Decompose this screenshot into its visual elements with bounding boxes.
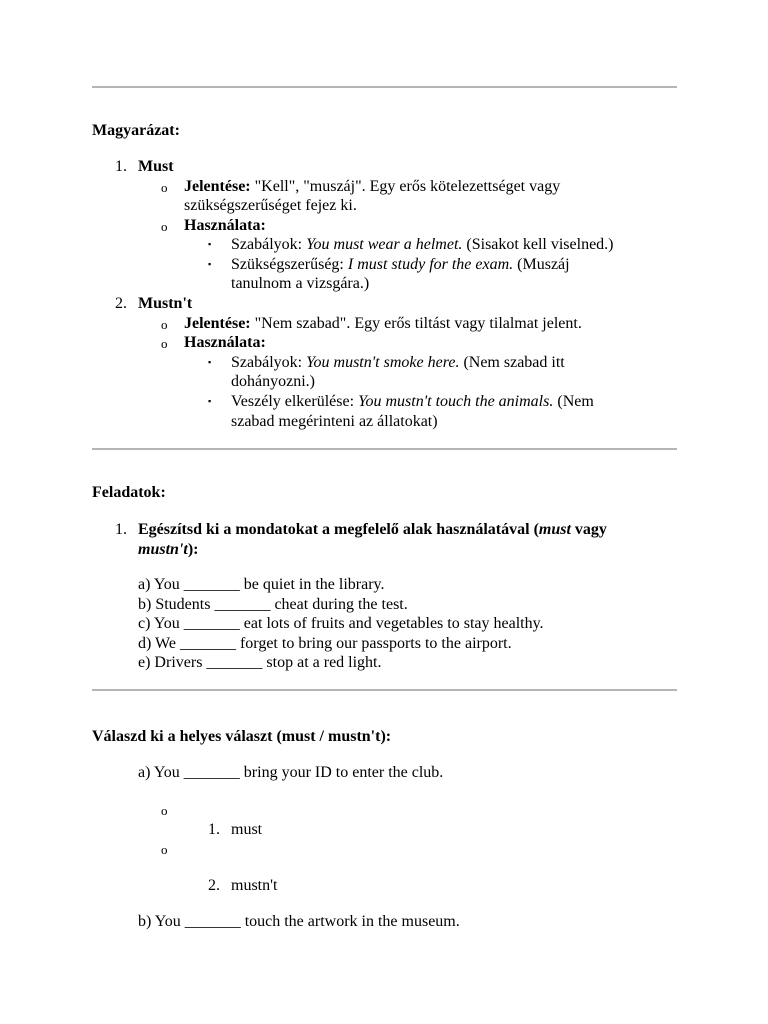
- item-2-number: 2.: [115, 295, 127, 312]
- meaning-text: "Kell", "muszáj". Egy erős kötelezettséget vagy: [250, 178, 561, 195]
- item-2-example-2-cont: szabad megérinteni az állatokat): [231, 413, 438, 430]
- example-label: Szabályok:: [231, 236, 307, 253]
- divider: [92, 448, 677, 450]
- instruction-text-b: vagy: [570, 521, 607, 538]
- item-2-title: Mustn't: [138, 295, 193, 312]
- item-2-example-1: [231, 353, 565, 373]
- bullet-circle-icon: o: [161, 219, 168, 234]
- instruction-text: Egészítsd ki a mondatokat a megfelelő alak használatával (: [138, 521, 539, 538]
- sentence-e: e) Drivers _______ stop at a red light.: [138, 654, 382, 671]
- item-1-meaning: [184, 177, 560, 197]
- example-label: Veszély elkerülése:: [231, 393, 359, 410]
- question-a: a) You _______ bring your ID to enter the club.: [138, 764, 444, 781]
- instruction-mustnt: mustn't: [138, 541, 188, 558]
- item-2-usage-label: Használata:: [184, 334, 266, 351]
- item-1-title: Must: [138, 158, 174, 175]
- item-2-meaning: [184, 314, 582, 334]
- choose-heading: Válaszd ki a helyes választ (must / mustn't):: [92, 728, 392, 745]
- item-1-example-2-cont: tanulnom a vizsgára.): [231, 275, 370, 292]
- task-1-instruction: [138, 520, 607, 540]
- bullet-circle-icon: o: [161, 317, 168, 332]
- explanation-heading: Magyarázat:: [92, 122, 180, 139]
- sentence-b: b) Students _______ cheat during the test.: [138, 596, 408, 613]
- item-1-example-1: [231, 235, 614, 255]
- item-1-number: 1.: [115, 158, 127, 175]
- sentence-d: d) We _______ forget to bring our passports to the airport.: [138, 635, 512, 652]
- instruction-must: must: [538, 521, 571, 538]
- divider: [92, 689, 677, 691]
- bullet-square-icon: ▪: [208, 357, 212, 367]
- top-divider: [92, 86, 677, 88]
- sentence-c: c) You _______ eat lots of fruits and vegetables to stay healthy.: [138, 615, 544, 632]
- question-b: b) You _______ touch the artwork in the museum.: [138, 913, 460, 930]
- item-2-example-2: [231, 392, 594, 412]
- bullet-circle-icon: o: [161, 336, 168, 351]
- example-sentence: You must wear a helmet.: [306, 236, 463, 253]
- item-1-usage-label: Használata:: [184, 217, 266, 234]
- example-translation: (Nem: [553, 393, 594, 410]
- task-1-number: 1.: [115, 521, 127, 538]
- item-2-example-1-cont: dohányozni.): [231, 373, 315, 390]
- bullet-square-icon: ▪: [208, 396, 212, 406]
- option-1-number: 1.: [208, 821, 220, 838]
- example-translation: (Nem szabad itt: [459, 354, 565, 371]
- bullet-square-icon: ▪: [208, 259, 212, 269]
- tasks-heading: Feladatok:: [92, 484, 166, 501]
- instruction-text-c: ):: [187, 541, 199, 558]
- option-1-text: must: [231, 821, 263, 838]
- meaning-text: "Nem szabad". Egy erős tiltást vagy tilalmat jelent.: [250, 315, 582, 332]
- example-sentence: I must study for the exam.: [347, 256, 514, 273]
- bullet-circle-icon: o: [161, 803, 168, 818]
- option-2-number: 2.: [208, 877, 220, 894]
- bullet-circle-icon: o: [161, 842, 168, 857]
- example-label: Szükségszerűség:: [231, 256, 348, 273]
- example-sentence: You mustn't smoke here.: [306, 354, 460, 371]
- meaning-label: Jelentése:: [184, 315, 251, 332]
- example-sentence: You mustn't touch the animals.: [358, 393, 554, 410]
- bullet-square-icon: ▪: [208, 239, 212, 249]
- sentence-a: a) You _______ be quiet in the library.: [138, 576, 385, 593]
- example-translation: (Muszáj: [513, 256, 570, 273]
- option-2-text: mustn't: [231, 877, 278, 894]
- task-1-instruction-cont: [138, 540, 198, 560]
- meaning-label: Jelentése:: [184, 178, 251, 195]
- item-1-meaning-cont: szükségszerűséget fejez ki.: [184, 197, 357, 214]
- example-translation: (Sisakot kell viselned.): [462, 236, 614, 253]
- item-1-example-2: [231, 255, 570, 275]
- example-label: Szabályok:: [231, 354, 307, 371]
- bullet-circle-icon: o: [161, 180, 168, 195]
